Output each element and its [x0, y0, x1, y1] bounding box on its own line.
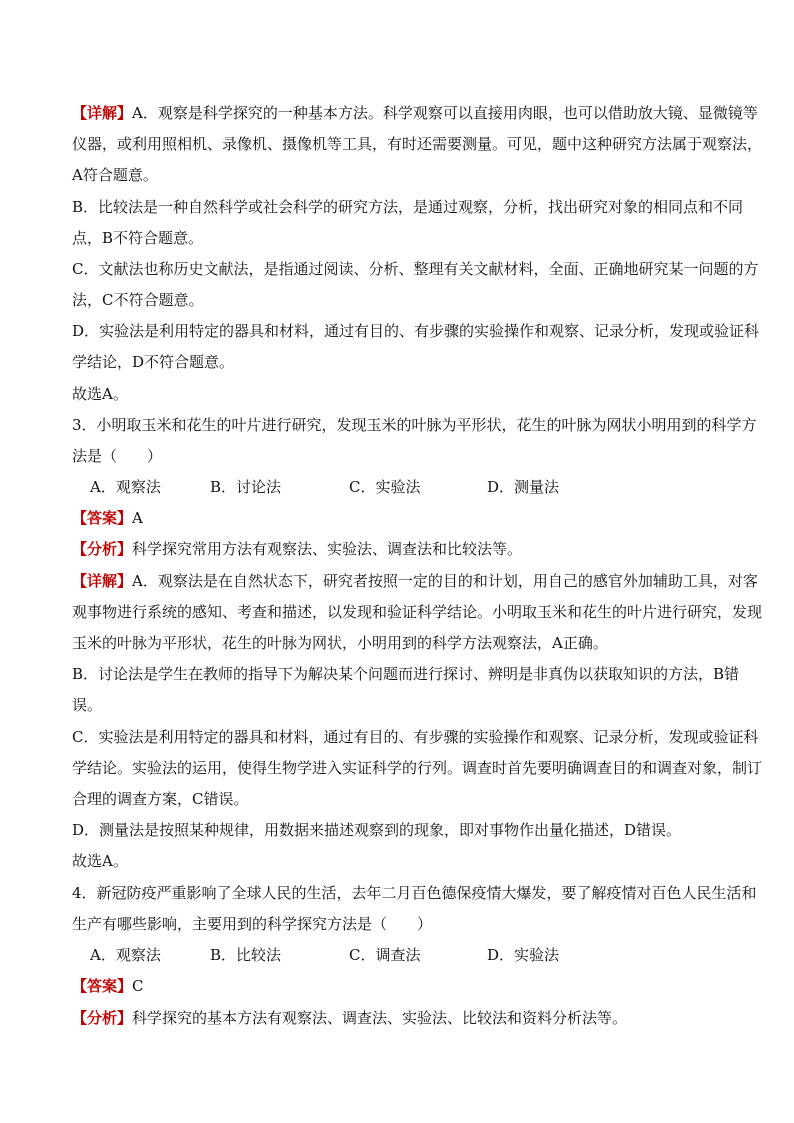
q4-answer: 【答案】C — [72, 977, 144, 995]
q3-detail-line-7: 学结论。实验法的运用，使得生物学进入实证科学的行列。调查时首先要明确调查目的和调查对象，制订 — [72, 759, 763, 777]
q3-detail-line-9: D．测量法是按照某种规律，用数据来描述观察到的现象，即对事物作出量化描述，D错误。 — [72, 821, 682, 839]
q3-analysis: 【分析】科学探究常用方法有观察法、实验法、调查法和比较法等。 — [72, 540, 523, 558]
q4-option-c: C．调查法 — [349, 946, 421, 964]
q2-detail-line-3: A符合题意。 — [72, 166, 158, 184]
q4-option-d: D．实验法 — [487, 946, 560, 964]
analysis-tag: 【分析】 — [72, 1009, 133, 1027]
q3-stem-line-1: 3．小明取玉米和花生的叶片进行研究，发现玉米的叶脉为平形状，花生的叶脉为网状小明用到的科学方 — [72, 416, 757, 434]
q3-detail-line-2: 观事物进行系统的感知、考查和描述，以发现和验证科学结论。小明取玉米和花生的叶片进行研究，发现 — [72, 603, 763, 621]
q2-detail-line-2: 仪器，或利用照相机、录像机、摄像机等工具，有时还需要测量。可见，题中这种研究方法属于观察法， — [72, 135, 763, 153]
q4-option-a: A．观察法 — [90, 946, 161, 964]
q3-option-d: D．测量法 — [487, 478, 560, 496]
q4-stem-line-1: 4．新冠防疫严重影响了全球人民的生活，去年二月百色德保疫情大爆发，要了解疫情对百色人民生活和 — [72, 884, 757, 902]
q3-detail-line-8: 合理的调查方案，C错误。 — [72, 790, 249, 808]
q3-detail-line-1: 【详解】A．观察法是在自然状态下，研究者按照一定的目的和计划，用自己的感官外加辅助工具，对客 — [72, 572, 758, 590]
answer-tag: 【答案】 — [72, 977, 133, 995]
q3-option-c: C．实验法 — [349, 478, 421, 496]
answer-tag: 【答案】 — [72, 509, 133, 527]
q4-option-b: B．比较法 — [210, 946, 282, 964]
q3-detail-line-5: 误。 — [72, 696, 103, 714]
q2-detail-line-6: C．文献法也称历史文献法，是指通过阅读、分析、整理有关文献材料，全面、正确地研究某一问题的方 — [72, 260, 759, 278]
q2-detail-line-7: 法，C不符合题意。 — [72, 291, 204, 309]
q3-option-b: B．讨论法 — [210, 478, 282, 496]
q4-analysis: 【分析】科学探究的基本方法有观察法、调查法、实验法、比较法和资料分析法等。 — [72, 1009, 628, 1027]
analysis-tag: 【分析】 — [72, 540, 133, 558]
q3-option-a: A．观察法 — [90, 478, 161, 496]
q2-detail-line-8: D．实验法是利用特定的器具和材料，通过有目的、有步骤的实验操作和观察、记录分析，发现或验证科 — [72, 322, 760, 340]
q3-detail-line-3: 玉米的叶脉为平形状，花生的叶脉为网状，小明用到的科学方法观察法，A正确。 — [72, 634, 608, 652]
q3-detail-line-6: C．实验法是利用特定的器具和材料，通过有目的、有步骤的实验操作和观察、记录分析，发现或验证科 — [72, 728, 759, 746]
q2-detail-line-5: 点，B不符合题意。 — [72, 229, 204, 247]
q2-detail-line-4: B．比较法是一种自然科学或社会科学的研究方法，是通过观察，分析，找出研究对象的相同点和不同 — [72, 198, 744, 216]
q2-detail-line-1: 【详解】A．观察是科学探究的一种基本方法。科学观察可以直接用肉眼，也可以借助放大镜、显微镜等 — [72, 104, 758, 122]
q2-conclusion: 故选A。 — [72, 385, 128, 403]
q2-detail-line-9: 学结论，D不符合题意。 — [72, 353, 235, 371]
q3-stem-line-2: 法是（ ） — [72, 447, 163, 465]
q4-stem-line-2: 生产有哪些影响，主要用到的科学探究方法是（ ） — [72, 915, 433, 933]
detail-tag: 【详解】 — [72, 572, 133, 590]
q3-conclusion: 故选A。 — [72, 852, 128, 870]
q3-detail-line-4: B．讨论法是学生在教师的指导下为解决某个问题而进行探讨、辨明是非真伪以获取知识的方法，B错 — [72, 665, 740, 683]
q3-answer: 【答案】A — [72, 509, 143, 527]
detail-tag: 【详解】 — [72, 104, 133, 122]
